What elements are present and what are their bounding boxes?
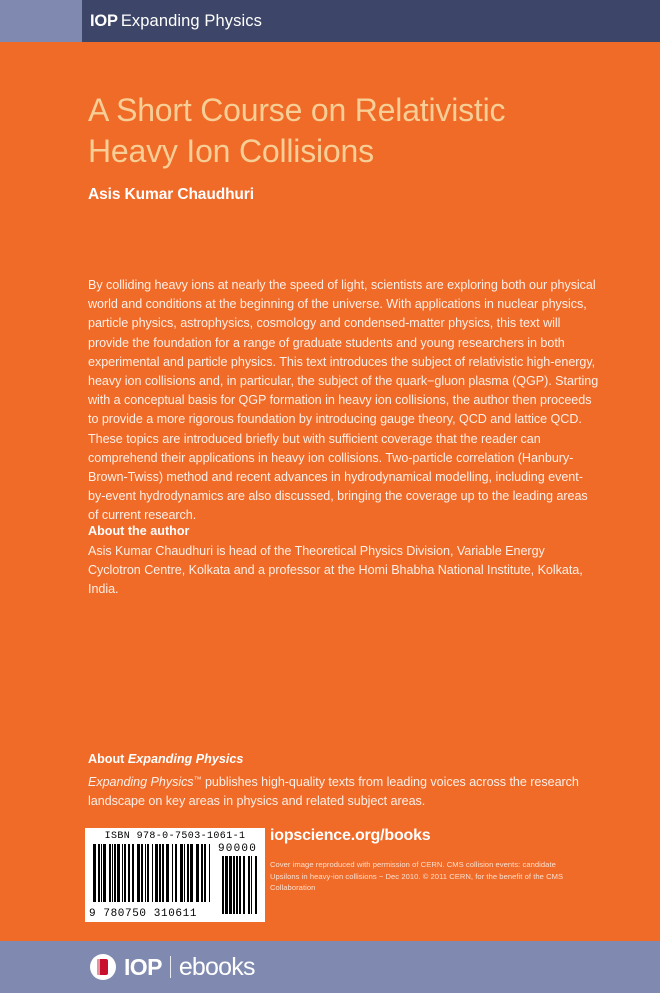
about-series-heading-title: Expanding Physics [127, 752, 244, 766]
header-series-name: Expanding Physics [120, 12, 262, 30]
book-author: Asis Kumar Chaudhuri [88, 186, 254, 203]
about-series-body-title: Expanding Physics [88, 775, 194, 789]
book-icon [90, 954, 116, 980]
about-series-body-rest: publishes high-quality texts from leading voices across the research landscape on key areas in physics and related subject areas. [88, 775, 579, 809]
about-series-heading-prefix: About [88, 752, 128, 766]
trademark-symbol: ™ [193, 775, 202, 784]
iop-ebooks-logo-lockup [90, 951, 255, 983]
barcode-addon-bars [222, 856, 258, 914]
about-expanding-physics-section [88, 750, 600, 811]
barcode-ean-digits: 9 780750 310611 [89, 908, 198, 920]
footer-iop-wordmark: IOP [124, 954, 162, 980]
about-the-author-section [88, 522, 600, 600]
about-series-text [88, 770, 600, 811]
book-title-line-2: Heavy Ion Collisions [88, 133, 374, 169]
barcode-addon-digits: 90000 [217, 843, 257, 855]
bottom-footer-bar [0, 941, 660, 993]
about-author-heading: About the author [88, 524, 190, 538]
top-header-bar [0, 0, 660, 42]
barcode-main-bars [93, 844, 213, 902]
logo-divider [170, 956, 171, 978]
footer-ebooks-wordmark: ebooks [178, 953, 255, 981]
isbn-barcode [85, 828, 265, 922]
about-series-heading [88, 750, 600, 769]
about-author-text: Asis Kumar Chaudhuri is head of the Theoretical Physics Division, Variable Energy Cyclotron Centre, Kolkata and a professor at the Homi Bhabha National Institute, Kolkata, India. [88, 544, 583, 597]
book-blurb: By colliding heavy ions at nearly the speed of light, scientists are exploring both our physical world and conditions at the beginning of the universe. With applications in nuclear physics, particle physics, astrophysics, cosmology and condensed-matter physics, this text will provide the foundation for a range of graduate students and young researchers in both experimental and particle physics. This text introduces the subject of relativistic high-energy, heavy ion collisions and, in particular, the subject of the quark−gluon plasma (QGP). Starting with a conceptual basis for QGP formation in heavy ion collisions, the author then proceeds to provide a more rigorous foundation by introducing gauge theory, QCD and lattice QCD. These topics are introduced briefly but with sufficient coverage that the reader can comprehend their applications in heavy ion collisions. Two-particle correlation (Hanbury-Brown-Twiss) method and recent advances in hydrodynamical modelling, including event-by-event hydrodynamics are also discussed, bringing the coverage up to the leading areas of current research. [88, 278, 599, 523]
isbn-text: ISBN 978-0-7503-1061-1 [104, 831, 246, 842]
book-title [88, 90, 558, 172]
header-iop-wordmark: IOP [90, 12, 118, 30]
header-brand-lockup [90, 11, 262, 31]
book-title-line-1: A Short Course on Relativistic [88, 92, 506, 128]
iopscience-books-link[interactable]: iopscience.org/books [270, 827, 431, 844]
header-left-color-block [0, 0, 82, 42]
cover-image-credit: Cover image reproduced with permission of CERN. CMS collision events: candidate Upsilons in heavy-ion collisions − Dec 2010. © 2011 CERN, for the benefit of the CMS Collaboration [270, 860, 564, 893]
